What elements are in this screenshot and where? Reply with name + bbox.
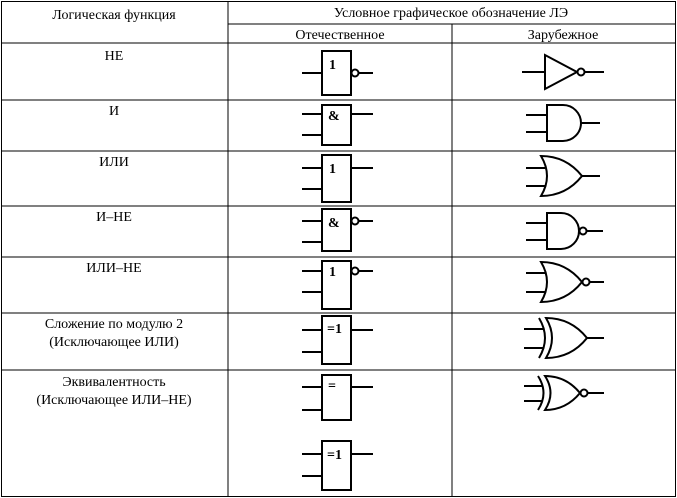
gost-not-label: 1 [329,58,336,73]
gost-xnor-symbol-1 [302,375,373,420]
header-domestic: Отечественное [295,28,385,43]
header-function: Логическая функция [52,8,176,23]
header-foreign: Зарубежное [527,28,599,43]
row-or-function: ИЛИ [99,155,129,170]
row-xor-function-line1: Сложение по модулю 2 [44,317,184,332]
row-and-function: И [108,104,120,119]
ansi-nand-symbol [526,213,603,249]
ansi-not-symbol [522,55,604,89]
gost-not-symbol [302,51,373,95]
row-xnor-function-line2: (Исключающее ИЛИ–НЕ) [36,393,192,408]
ansi-xnor-symbol [524,376,604,410]
ansi-or-symbol [526,156,600,196]
gost-xnor-label-1: = [328,379,336,394]
gost-nor-symbol [302,261,373,309]
table-grid [2,2,676,497]
gost-nand-label: & [328,216,340,231]
gost-xor-label: =1 [327,322,342,337]
ansi-and-symbol [526,105,600,141]
gost-or-label: 1 [329,162,336,177]
row-xnor-function-line1: Эквивалентность [62,375,166,390]
gost-and-label: & [328,109,340,124]
ansi-nor-symbol [526,262,604,302]
gost-xnor-label-2: =1 [327,448,342,463]
gost-nor-label: 1 [329,265,336,280]
row-not-function: НЕ [104,49,124,64]
header-symbol: Условное графическое обозначение ЛЭ [333,6,569,21]
row-nand-function: И–НЕ [96,210,132,225]
row-nor-function: ИЛИ–НЕ [86,261,142,276]
row-xor-function-line2: (Исключающее ИЛИ) [49,335,179,350]
ansi-xor-symbol [524,318,604,358]
gost-or-symbol [302,155,373,202]
